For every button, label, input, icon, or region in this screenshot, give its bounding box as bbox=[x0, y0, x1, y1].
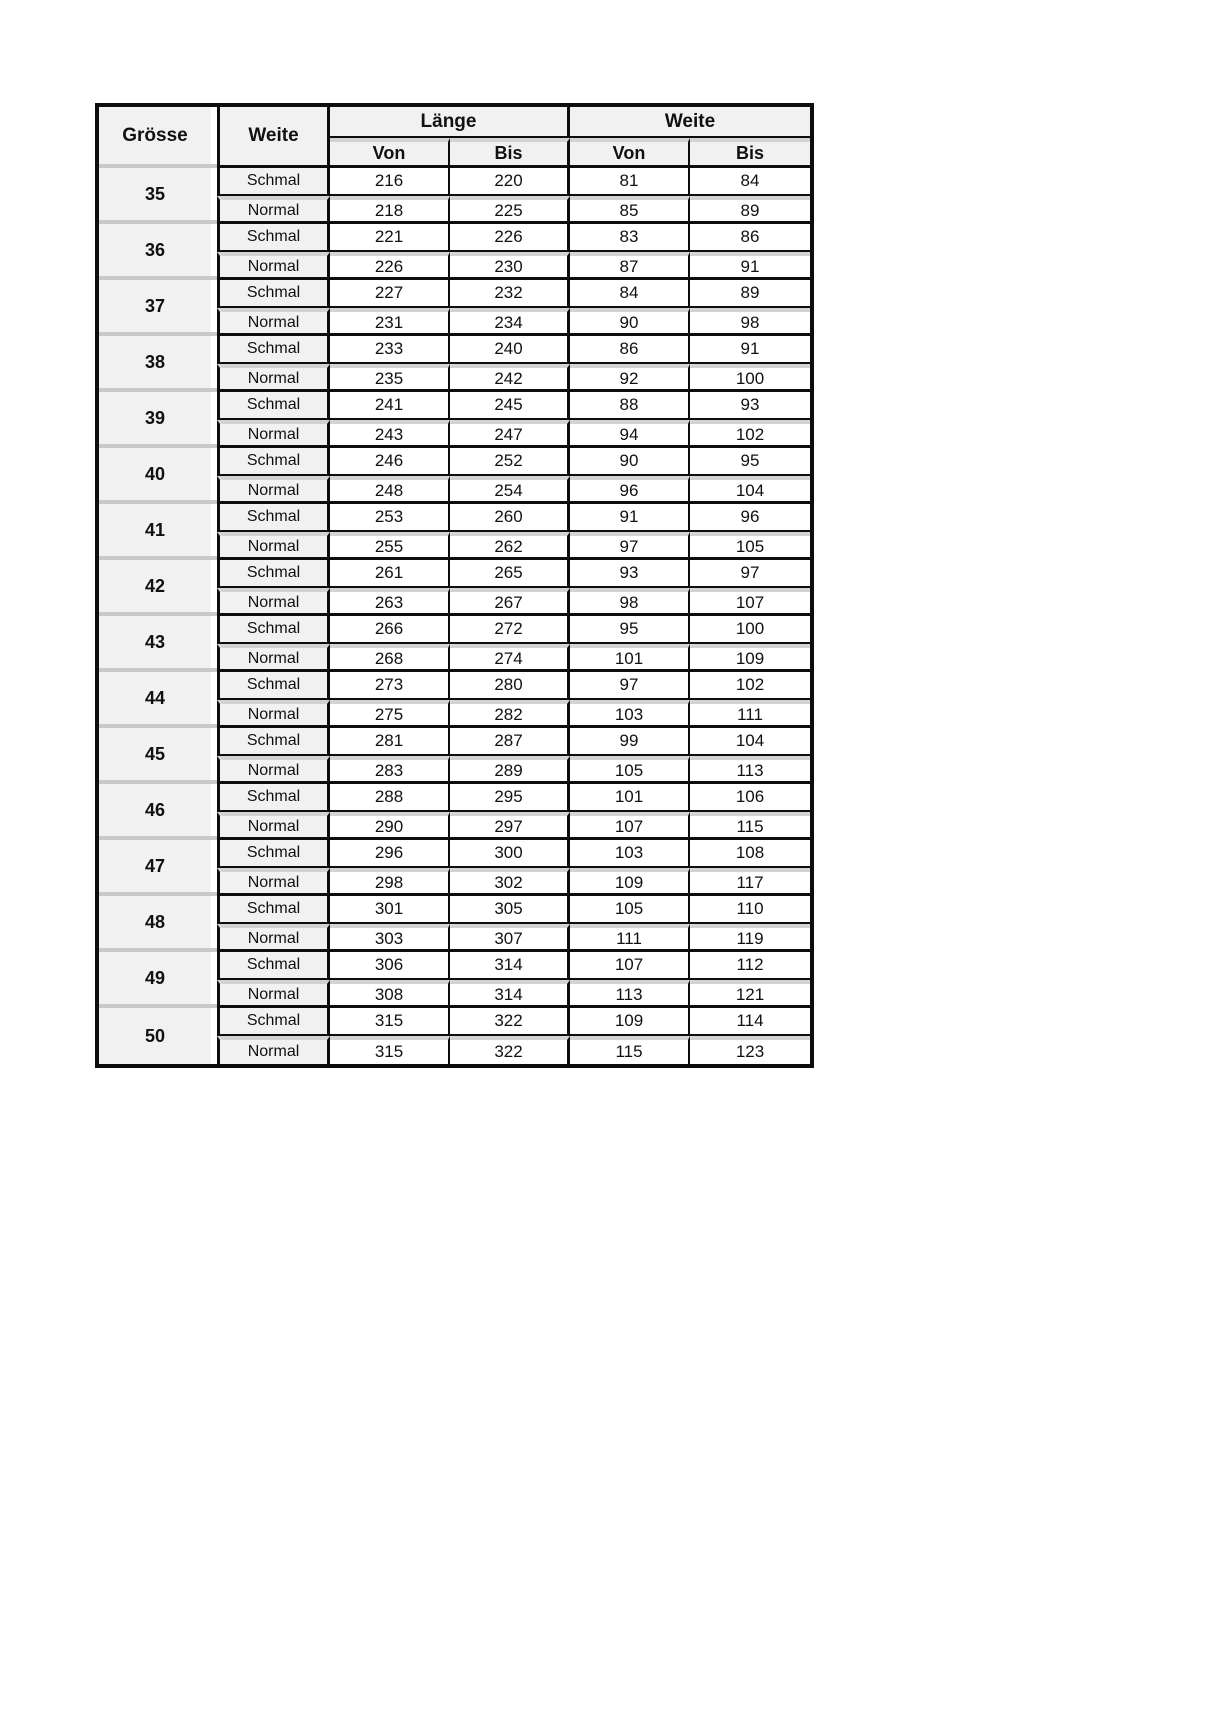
weite-von-cell: 86 bbox=[570, 336, 690, 364]
laenge-bis-cell: 322 bbox=[450, 1036, 570, 1064]
table-body bbox=[99, 168, 810, 1064]
laenge-bis-cell: 297 bbox=[450, 812, 570, 840]
laenge-bis-cell: 234 bbox=[450, 308, 570, 336]
weite-von-cell: 92 bbox=[570, 364, 690, 392]
weite-von-cell: 84 bbox=[570, 280, 690, 308]
header-laenge-bis: Bis bbox=[450, 138, 570, 168]
weite-variant-cell: Schmal bbox=[217, 504, 330, 532]
weite-von-cell: 88 bbox=[570, 392, 690, 420]
laenge-von-cell: 226 bbox=[330, 252, 450, 280]
weite-bis-cell: 86 bbox=[690, 224, 810, 252]
header-weite-column: Weite bbox=[217, 107, 330, 168]
weite-variant-cell: Schmal bbox=[217, 728, 330, 756]
table-row bbox=[99, 336, 810, 364]
weite-bis-cell: 89 bbox=[690, 196, 810, 224]
table-row bbox=[99, 616, 810, 644]
weite-variant-cell: Normal bbox=[217, 756, 330, 784]
header-weite-bis: Bis bbox=[690, 138, 810, 168]
weite-variant-cell: Normal bbox=[217, 308, 330, 336]
weite-von-cell: 109 bbox=[570, 868, 690, 896]
size-cell: 39 bbox=[99, 392, 217, 448]
weite-bis-cell: 100 bbox=[690, 616, 810, 644]
laenge-bis-cell: 282 bbox=[450, 700, 570, 728]
table-row bbox=[99, 168, 810, 196]
weite-von-cell: 98 bbox=[570, 588, 690, 616]
laenge-von-cell: 263 bbox=[330, 588, 450, 616]
weite-von-cell: 101 bbox=[570, 784, 690, 812]
weite-von-cell: 103 bbox=[570, 700, 690, 728]
weite-bis-cell: 104 bbox=[690, 476, 810, 504]
laenge-bis-cell: 289 bbox=[450, 756, 570, 784]
weite-variant-cell: Normal bbox=[217, 196, 330, 224]
weite-bis-cell: 97 bbox=[690, 560, 810, 588]
laenge-bis-cell: 247 bbox=[450, 420, 570, 448]
weite-variant-cell: Schmal bbox=[217, 1008, 330, 1036]
size-cell: 49 bbox=[99, 952, 217, 1008]
weite-bis-cell: 102 bbox=[690, 672, 810, 700]
laenge-bis-cell: 302 bbox=[450, 868, 570, 896]
weite-bis-cell: 106 bbox=[690, 784, 810, 812]
laenge-bis-cell: 272 bbox=[450, 616, 570, 644]
weite-bis-cell: 119 bbox=[690, 924, 810, 952]
laenge-bis-cell: 274 bbox=[450, 644, 570, 672]
size-cell: 47 bbox=[99, 840, 217, 896]
weite-bis-cell: 112 bbox=[690, 952, 810, 980]
laenge-bis-cell: 265 bbox=[450, 560, 570, 588]
weite-von-cell: 90 bbox=[570, 308, 690, 336]
table-row bbox=[99, 1008, 810, 1036]
laenge-bis-cell: 242 bbox=[450, 364, 570, 392]
size-cell: 38 bbox=[99, 336, 217, 392]
laenge-bis-cell: 225 bbox=[450, 196, 570, 224]
header-weite-von: Von bbox=[570, 138, 690, 168]
weite-bis-cell: 91 bbox=[690, 252, 810, 280]
weite-variant-cell: Schmal bbox=[217, 448, 330, 476]
weite-variant-cell: Normal bbox=[217, 644, 330, 672]
table-row bbox=[99, 560, 810, 588]
laenge-bis-cell: 322 bbox=[450, 1008, 570, 1036]
weite-von-cell: 111 bbox=[570, 924, 690, 952]
size-chart-table bbox=[95, 103, 814, 1068]
table-row bbox=[99, 840, 810, 868]
laenge-von-cell: 306 bbox=[330, 952, 450, 980]
laenge-bis-cell: 245 bbox=[450, 392, 570, 420]
laenge-bis-cell: 232 bbox=[450, 280, 570, 308]
laenge-von-cell: 255 bbox=[330, 532, 450, 560]
header-laenge-von: Von bbox=[330, 138, 450, 168]
weite-variant-cell: Normal bbox=[217, 812, 330, 840]
weite-bis-cell: 111 bbox=[690, 700, 810, 728]
laenge-von-cell: 253 bbox=[330, 504, 450, 532]
laenge-von-cell: 235 bbox=[330, 364, 450, 392]
laenge-bis-cell: 252 bbox=[450, 448, 570, 476]
laenge-von-cell: 275 bbox=[330, 700, 450, 728]
table-row bbox=[99, 448, 810, 476]
laenge-von-cell: 248 bbox=[330, 476, 450, 504]
size-cell: 42 bbox=[99, 560, 217, 616]
laenge-von-cell: 303 bbox=[330, 924, 450, 952]
weite-variant-cell: Normal bbox=[217, 476, 330, 504]
laenge-von-cell: 308 bbox=[330, 980, 450, 1008]
weite-von-cell: 97 bbox=[570, 672, 690, 700]
weite-bis-cell: 91 bbox=[690, 336, 810, 364]
weite-variant-cell: Schmal bbox=[217, 896, 330, 924]
weite-variant-cell: Schmal bbox=[217, 672, 330, 700]
weite-von-cell: 105 bbox=[570, 756, 690, 784]
table-row bbox=[99, 504, 810, 532]
laenge-von-cell: 268 bbox=[330, 644, 450, 672]
laenge-bis-cell: 314 bbox=[450, 952, 570, 980]
weite-bis-cell: 121 bbox=[690, 980, 810, 1008]
weite-variant-cell: Normal bbox=[217, 252, 330, 280]
laenge-von-cell: 218 bbox=[330, 196, 450, 224]
weite-variant-cell: Normal bbox=[217, 364, 330, 392]
weite-bis-cell: 108 bbox=[690, 840, 810, 868]
laenge-von-cell: 315 bbox=[330, 1036, 450, 1064]
table-row bbox=[99, 224, 810, 252]
laenge-von-cell: 273 bbox=[330, 672, 450, 700]
laenge-von-cell: 246 bbox=[330, 448, 450, 476]
size-cell: 50 bbox=[99, 1008, 217, 1064]
weite-von-cell: 109 bbox=[570, 1008, 690, 1036]
weite-bis-cell: 115 bbox=[690, 812, 810, 840]
weite-von-cell: 97 bbox=[570, 532, 690, 560]
weite-bis-cell: 98 bbox=[690, 308, 810, 336]
laenge-bis-cell: 300 bbox=[450, 840, 570, 868]
laenge-von-cell: 227 bbox=[330, 280, 450, 308]
weite-variant-cell: Schmal bbox=[217, 224, 330, 252]
laenge-bis-cell: 280 bbox=[450, 672, 570, 700]
laenge-bis-cell: 262 bbox=[450, 532, 570, 560]
table-row bbox=[99, 728, 810, 756]
weite-variant-cell: Schmal bbox=[217, 840, 330, 868]
weite-von-cell: 107 bbox=[570, 952, 690, 980]
weite-variant-cell: Schmal bbox=[217, 560, 330, 588]
laenge-bis-cell: 305 bbox=[450, 896, 570, 924]
table-row bbox=[99, 896, 810, 924]
laenge-bis-cell: 307 bbox=[450, 924, 570, 952]
weite-von-cell: 107 bbox=[570, 812, 690, 840]
laenge-von-cell: 296 bbox=[330, 840, 450, 868]
laenge-bis-cell: 260 bbox=[450, 504, 570, 532]
laenge-bis-cell: 287 bbox=[450, 728, 570, 756]
table-row bbox=[99, 952, 810, 980]
laenge-bis-cell: 295 bbox=[450, 784, 570, 812]
weite-bis-cell: 113 bbox=[690, 756, 810, 784]
laenge-von-cell: 261 bbox=[330, 560, 450, 588]
weite-bis-cell: 117 bbox=[690, 868, 810, 896]
weite-von-cell: 93 bbox=[570, 560, 690, 588]
weite-variant-cell: Schmal bbox=[217, 784, 330, 812]
weite-von-cell: 85 bbox=[570, 196, 690, 224]
header-row-groups bbox=[99, 107, 810, 138]
header-laenge-group: Länge bbox=[330, 107, 570, 138]
weite-von-cell: 81 bbox=[570, 168, 690, 196]
table-row bbox=[99, 672, 810, 700]
size-cell: 40 bbox=[99, 448, 217, 504]
weite-variant-cell: Schmal bbox=[217, 952, 330, 980]
laenge-bis-cell: 267 bbox=[450, 588, 570, 616]
weite-von-cell: 83 bbox=[570, 224, 690, 252]
laenge-bis-cell: 230 bbox=[450, 252, 570, 280]
weite-von-cell: 90 bbox=[570, 448, 690, 476]
weite-bis-cell: 105 bbox=[690, 532, 810, 560]
size-cell: 46 bbox=[99, 784, 217, 840]
laenge-von-cell: 290 bbox=[330, 812, 450, 840]
weite-von-cell: 95 bbox=[570, 616, 690, 644]
laenge-bis-cell: 220 bbox=[450, 168, 570, 196]
weite-von-cell: 87 bbox=[570, 252, 690, 280]
header-weite-group: Weite bbox=[570, 107, 810, 138]
weite-variant-cell: Schmal bbox=[217, 280, 330, 308]
weite-variant-cell: Normal bbox=[217, 532, 330, 560]
weite-bis-cell: 89 bbox=[690, 280, 810, 308]
laenge-von-cell: 288 bbox=[330, 784, 450, 812]
weite-variant-cell: Schmal bbox=[217, 168, 330, 196]
weite-von-cell: 99 bbox=[570, 728, 690, 756]
weite-bis-cell: 123 bbox=[690, 1036, 810, 1064]
weite-bis-cell: 93 bbox=[690, 392, 810, 420]
laenge-von-cell: 281 bbox=[330, 728, 450, 756]
laenge-von-cell: 283 bbox=[330, 756, 450, 784]
size-cell: 48 bbox=[99, 896, 217, 952]
weite-bis-cell: 104 bbox=[690, 728, 810, 756]
header-groesse: Grösse bbox=[99, 107, 217, 168]
size-cell: 37 bbox=[99, 280, 217, 336]
weite-von-cell: 105 bbox=[570, 896, 690, 924]
weite-variant-cell: Normal bbox=[217, 980, 330, 1008]
laenge-von-cell: 298 bbox=[330, 868, 450, 896]
weite-variant-cell: Normal bbox=[217, 700, 330, 728]
weite-von-cell: 101 bbox=[570, 644, 690, 672]
weite-von-cell: 91 bbox=[570, 504, 690, 532]
weite-variant-cell: Schmal bbox=[217, 616, 330, 644]
weite-variant-cell: Normal bbox=[217, 924, 330, 952]
laenge-bis-cell: 226 bbox=[450, 224, 570, 252]
size-cell: 35 bbox=[99, 168, 217, 224]
weite-bis-cell: 95 bbox=[690, 448, 810, 476]
weite-von-cell: 94 bbox=[570, 420, 690, 448]
weite-bis-cell: 100 bbox=[690, 364, 810, 392]
size-cell: 41 bbox=[99, 504, 217, 560]
laenge-von-cell: 231 bbox=[330, 308, 450, 336]
weite-bis-cell: 114 bbox=[690, 1008, 810, 1036]
laenge-bis-cell: 240 bbox=[450, 336, 570, 364]
laenge-von-cell: 241 bbox=[330, 392, 450, 420]
weite-bis-cell: 96 bbox=[690, 504, 810, 532]
size-cell: 44 bbox=[99, 672, 217, 728]
weite-variant-cell: Normal bbox=[217, 588, 330, 616]
size-cell: 45 bbox=[99, 728, 217, 784]
laenge-von-cell: 221 bbox=[330, 224, 450, 252]
weite-von-cell: 115 bbox=[570, 1036, 690, 1064]
laenge-von-cell: 266 bbox=[330, 616, 450, 644]
weite-bis-cell: 84 bbox=[690, 168, 810, 196]
weite-von-cell: 103 bbox=[570, 840, 690, 868]
weite-variant-cell: Schmal bbox=[217, 336, 330, 364]
weite-variant-cell: Normal bbox=[217, 868, 330, 896]
table-row bbox=[99, 280, 810, 308]
size-cell: 36 bbox=[99, 224, 217, 280]
laenge-bis-cell: 254 bbox=[450, 476, 570, 504]
laenge-bis-cell: 314 bbox=[450, 980, 570, 1008]
weite-variant-cell: Normal bbox=[217, 420, 330, 448]
laenge-von-cell: 315 bbox=[330, 1008, 450, 1036]
laenge-von-cell: 216 bbox=[330, 168, 450, 196]
laenge-von-cell: 233 bbox=[330, 336, 450, 364]
weite-von-cell: 96 bbox=[570, 476, 690, 504]
weite-von-cell: 113 bbox=[570, 980, 690, 1008]
weite-bis-cell: 110 bbox=[690, 896, 810, 924]
size-cell: 43 bbox=[99, 616, 217, 672]
table-row bbox=[99, 392, 810, 420]
laenge-von-cell: 301 bbox=[330, 896, 450, 924]
weite-variant-cell: Schmal bbox=[217, 392, 330, 420]
weite-bis-cell: 102 bbox=[690, 420, 810, 448]
laenge-von-cell: 243 bbox=[330, 420, 450, 448]
weite-bis-cell: 107 bbox=[690, 588, 810, 616]
weite-variant-cell: Normal bbox=[217, 1036, 330, 1064]
table-row bbox=[99, 784, 810, 812]
weite-bis-cell: 109 bbox=[690, 644, 810, 672]
